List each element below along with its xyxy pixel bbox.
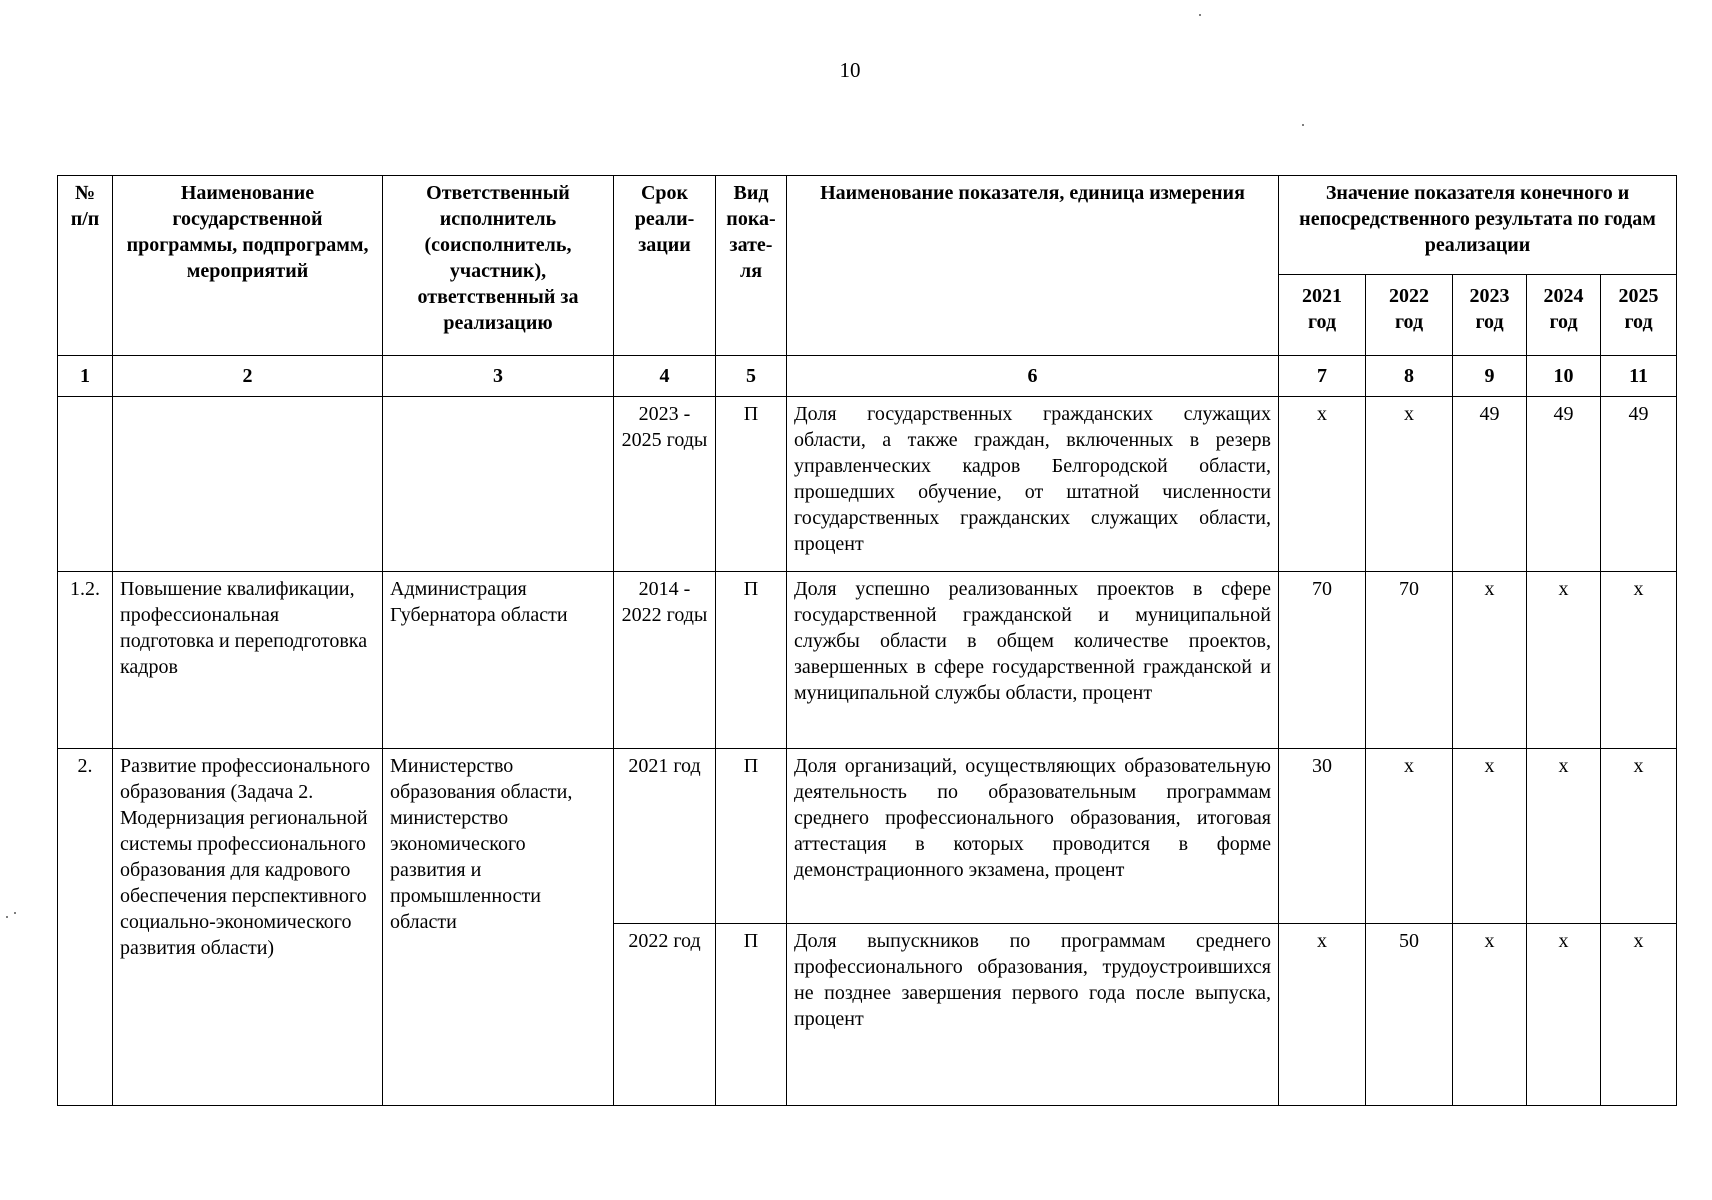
value-2024: x xyxy=(1527,572,1601,749)
header-indicator-type: Вид пока- зате- ля xyxy=(716,176,787,356)
value-2021: x xyxy=(1279,397,1366,572)
column-number: 7 xyxy=(1279,356,1366,397)
header-year: 2023 год xyxy=(1453,275,1527,356)
scan-speck xyxy=(1302,124,1304,126)
program-name: Развитие профессионального образования (Задача 2. Модернизация региональной системы профессионального образования для кадрового обеспечения перспективного социально-экономического развития области) xyxy=(113,749,383,1106)
value-2022: 50 xyxy=(1366,924,1453,1106)
header-year: 2021 год xyxy=(1279,275,1366,356)
column-number-row xyxy=(58,356,1677,397)
responsible: Администрация Губернатора области xyxy=(383,572,614,749)
table-row xyxy=(58,397,1677,572)
term: 2022 год xyxy=(614,924,716,1106)
value-2025: x xyxy=(1601,749,1677,924)
program-name: Повышение квалификации, профессиональная подготовка и переподготовка кадров xyxy=(113,572,383,749)
term: 2023 - 2025 годы xyxy=(614,397,716,572)
header-responsible: Ответственный исполнитель (соисполнитель, участник), ответственный за реализацию xyxy=(383,176,614,356)
value-2021: 30 xyxy=(1279,749,1366,924)
row-number: 2. xyxy=(58,749,113,1106)
column-number: 5 xyxy=(716,356,787,397)
indicators-table xyxy=(57,175,1677,1106)
column-number: 1 xyxy=(58,356,113,397)
column-number: 2 xyxy=(113,356,383,397)
value-2021: 70 xyxy=(1279,572,1366,749)
indicator-type: П xyxy=(716,397,787,572)
table-row xyxy=(58,572,1677,749)
value-2023: x xyxy=(1453,749,1527,924)
term: 2014 - 2022 годы xyxy=(614,572,716,749)
value-2024: 49 xyxy=(1527,397,1601,572)
indicator-type: П xyxy=(716,924,787,1106)
value-2025: 49 xyxy=(1601,397,1677,572)
column-number: 3 xyxy=(383,356,614,397)
scan-speck xyxy=(1199,14,1201,16)
value-2023: x xyxy=(1453,572,1527,749)
header-indicator-name: Наименование показателя, единица измерения xyxy=(787,176,1279,356)
header-term: Срок реали- зации xyxy=(614,176,716,356)
table-row xyxy=(58,749,1677,924)
header-no: № п/п xyxy=(58,176,113,356)
column-number: 9 xyxy=(1453,356,1527,397)
indicator-name: Доля успешно реализованных проектов в сфере государственной гражданской и муниципальной службы области в общем количестве проектов, завершенных в сфере государственной гражданской и муниципальной службы области, процент xyxy=(787,572,1279,749)
value-2022: x xyxy=(1366,749,1453,924)
column-number: 10 xyxy=(1527,356,1601,397)
value-2022: x xyxy=(1366,397,1453,572)
header-year: 2025 год xyxy=(1601,275,1677,356)
header-year: 2022 год xyxy=(1366,275,1453,356)
row-number xyxy=(58,397,113,572)
value-2024: x xyxy=(1527,924,1601,1106)
column-number: 6 xyxy=(787,356,1279,397)
value-2025: x xyxy=(1601,572,1677,749)
row-number: 1.2. xyxy=(58,572,113,749)
value-2024: x xyxy=(1527,749,1601,924)
program-name xyxy=(113,397,383,572)
scan-speck xyxy=(14,912,16,914)
value-2023: x xyxy=(1453,924,1527,1106)
header-year: 2024 год xyxy=(1527,275,1601,356)
responsible xyxy=(383,397,614,572)
column-number: 11 xyxy=(1601,356,1677,397)
value-2025: x xyxy=(1601,924,1677,1106)
indicator-name: Доля организаций, осуществляющих образовательную деятельность по образовательным программам среднего профессионального образования, итоговая аттестация в которых проводится в форме демонстрационного экзамена, процент xyxy=(787,749,1279,924)
column-number: 8 xyxy=(1366,356,1453,397)
indicator-name: Доля выпускников по программам среднего профессионального образования, трудоустроившихся не позднее завершения первого года после выпуска, процент xyxy=(787,924,1279,1106)
indicator-type: П xyxy=(716,749,787,924)
indicator-type: П xyxy=(716,572,787,749)
scan-speck xyxy=(6,916,8,918)
term: 2021 год xyxy=(614,749,716,924)
responsible: Министерство образования области, министерство экономического развития и промышленности области xyxy=(383,749,614,1106)
indicator-name: Доля государственных гражданских служащих области, а также граждан, включенных в резерв управленческих кадров Белгородской области, прошедших обучение, от штатной численности государственных гражданских служащих области, процент xyxy=(787,397,1279,572)
column-number: 4 xyxy=(614,356,716,397)
value-2023: 49 xyxy=(1453,397,1527,572)
header-program-name: Наименование государственной программы, подпрограмм, мероприятий xyxy=(113,176,383,356)
value-2022: 70 xyxy=(1366,572,1453,749)
page-number: 10 xyxy=(839,58,861,82)
header-values: Значение показателя конечного и непосредственного результата по годам реализации xyxy=(1279,176,1677,275)
value-2021: x xyxy=(1279,924,1366,1106)
